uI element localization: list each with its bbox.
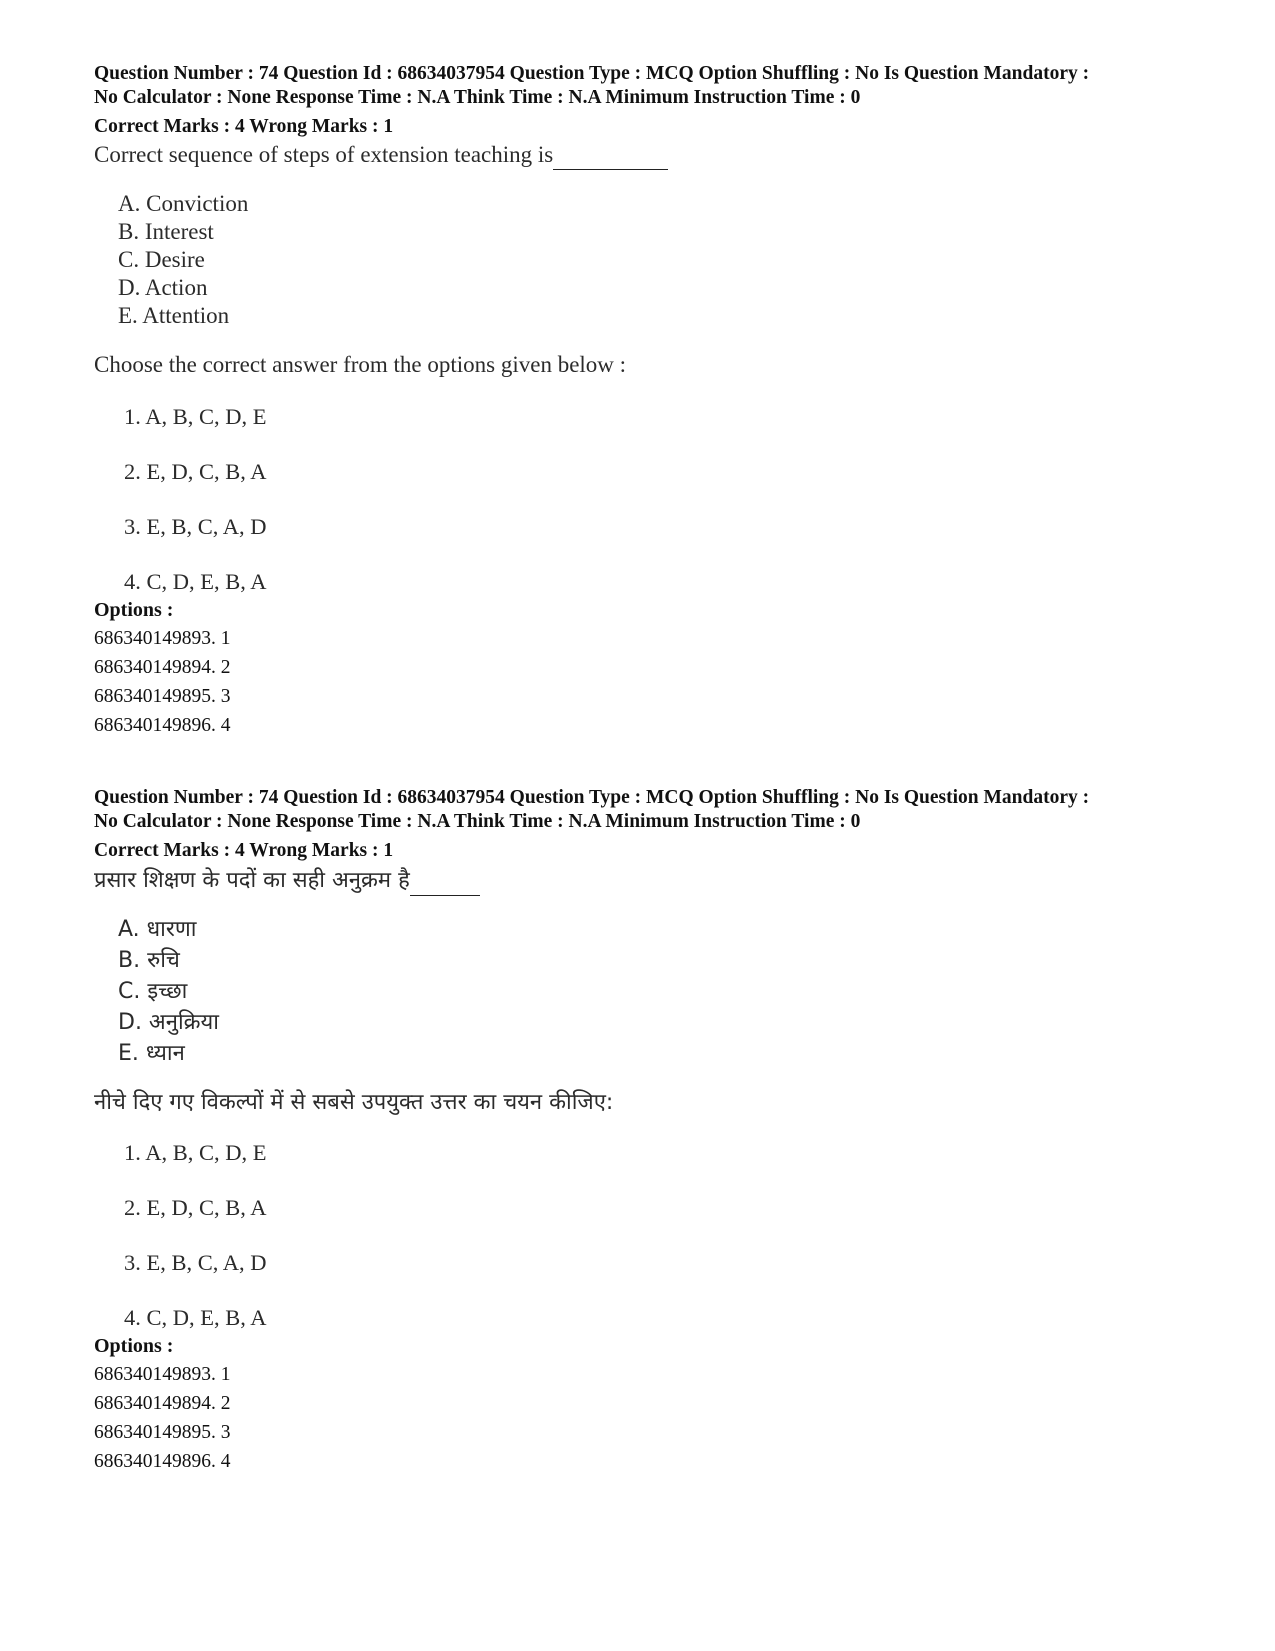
question-meta-line-2: No Calculator : None Response Time : N.A Think Time : N.A Minimum Instruction Time : 0 [94,87,861,108]
option-id: 686340149896. 4 [94,715,231,736]
question-block-english [94,62,1224,740]
list-item: A. Conviction [118,191,249,216]
answer-blank [553,141,668,170]
answer-choice: 4. C, D, E, B, A [124,569,267,594]
option-id: 686340149893. 1 [94,1364,231,1385]
option-id-list [94,1360,1224,1476]
answer-choice: 4. C, D, E, B, A [124,1305,267,1330]
list-item: D. Action [118,275,208,300]
step-list [118,190,1224,330]
answer-choice: 3. E, B, C, A, D [124,514,267,539]
option-id: 686340149894. 2 [94,1393,231,1414]
list-item: C. इच्छा [118,979,188,1004]
list-item: B. रुचि [118,948,180,973]
question-block-hindi [94,786,1224,1476]
answer-choice: 1. A, B, C, D, E [124,404,267,429]
question-stem [94,867,1224,896]
question-stem-text: Correct sequence of steps of extension teaching is [94,142,554,167]
options-heading: Options : [94,599,174,621]
option-id: 686340149894. 2 [94,657,231,678]
answer-choice: 2. E, D, C, B, A [124,459,267,484]
question-meta-line-2: No Calculator : None Response Time : N.A Think Time : N.A Minimum Instruction Time : 0 [94,811,861,832]
answer-prompt: नीचे दिए गए विकल्पों में से सबसे उपयुक्त उत्तर का चयन कीजिए: [94,1090,614,1115]
answer-choice: 2. E, D, C, B, A [124,1195,267,1220]
list-item: C. Desire [118,247,205,272]
list-item: A. धारणा [118,917,197,942]
options-heading: Options : [94,1335,174,1357]
step-list [118,914,1224,1069]
option-id: 686340149896. 4 [94,1451,231,1472]
question-marks: Correct Marks : 4 Wrong Marks : 1 [94,116,394,137]
question-marks: Correct Marks : 4 Wrong Marks : 1 [94,840,394,861]
answer-choice: 3. E, B, C, A, D [124,1250,267,1275]
list-item: E. Attention [118,303,230,328]
question-stem [94,141,1224,170]
list-item: D. अनुक्रिया [118,1010,219,1035]
answer-choices [124,403,1224,596]
answer-choice: 1. A, B, C, D, E [124,1140,267,1165]
question-meta-line-1: Question Number : 74 Question Id : 68634037954 Question Type : MCQ Option Shuffling : No Is Question Mandatory : [94,63,1090,84]
question-meta-line-1: Question Number : 74 Question Id : 68634037954 Question Type : MCQ Option Shuffling : No Is Question Mandatory : [94,787,1090,808]
answer-blank [410,867,480,896]
list-item: B. Interest [118,219,214,244]
option-id: 686340149895. 3 [94,686,231,707]
option-id-list [94,624,1224,740]
answer-prompt: Choose the correct answer from the options given below : [94,352,627,377]
option-id: 686340149893. 1 [94,628,231,649]
option-id: 686340149895. 3 [94,1422,231,1443]
answer-choices [124,1139,1224,1332]
list-item: E. ध्यान [118,1041,185,1066]
question-stem-text: प्रसार शिक्षण के पदों का सही अनुक्रम है [94,868,410,893]
